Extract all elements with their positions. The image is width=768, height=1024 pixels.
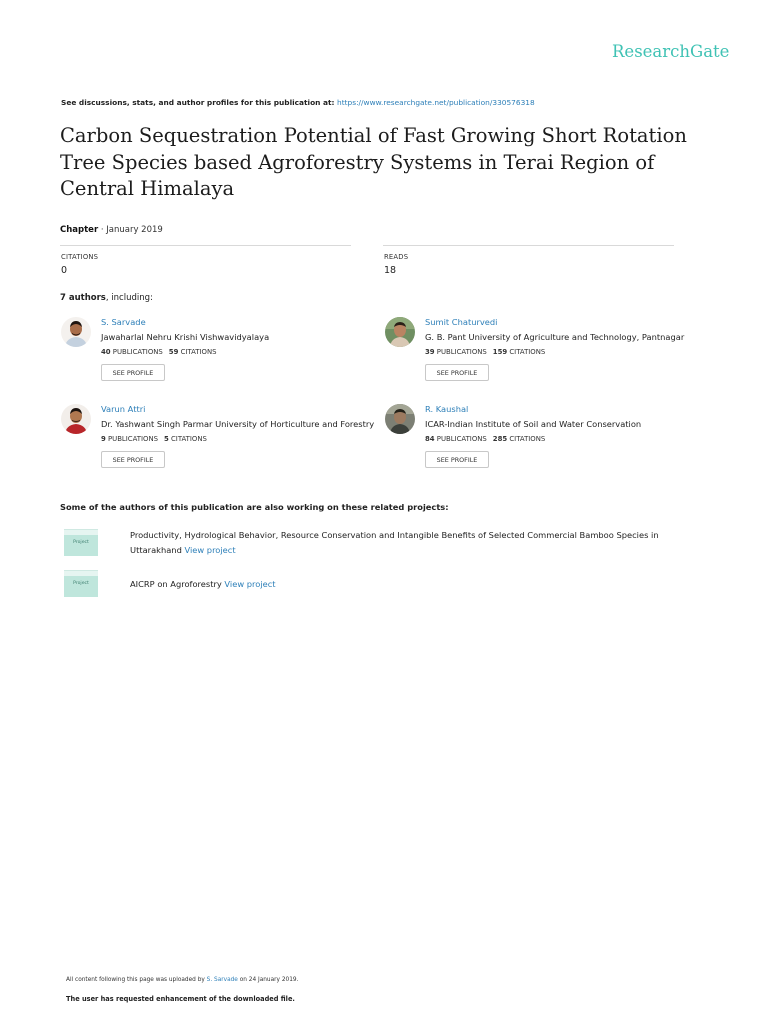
- publication-title: Carbon Sequestration Potential of Fast Growing Short Rotation Tree Species based Agroforestry Systems in Terai Region of Central Himalaya: [60, 124, 687, 200]
- related-projects-heading: Some of the authors of this publication are also working on these related projects:: [60, 502, 449, 512]
- view-project-link[interactable]: View project: [184, 544, 236, 555]
- citations-count: 285: [492, 435, 508, 443]
- author-name[interactable]: Varun Attri: [101, 404, 146, 414]
- see-profile-button[interactable]: SEE PROFILE: [101, 364, 165, 381]
- citations-label: CITATIONS: [180, 348, 217, 356]
- citations-label: CITATIONS: [170, 435, 207, 443]
- see-discussions-text: See discussions, stats, and author profiles for this publication at:: [61, 98, 338, 107]
- publications-label: PUBLICATIONS: [108, 435, 158, 443]
- citations-value: 0: [61, 265, 68, 276]
- author-avatar[interactable]: [385, 404, 415, 434]
- author-institution: Dr. Yashwant Singh Parmar University of Horticulture and Forestry: [101, 419, 375, 429]
- author-metrics: [425, 435, 545, 443]
- upload-note-prefix: All content following this page was uploaded by: [66, 977, 207, 983]
- see-discussions-line: [61, 98, 535, 107]
- authors-heading: [60, 293, 153, 303]
- project-folder-icon[interactable]: [64, 529, 98, 556]
- author-card: [385, 404, 715, 478]
- reads-value: 18: [384, 265, 397, 276]
- separator: ·: [98, 225, 107, 235]
- project-icon-label: Project: [73, 581, 89, 586]
- publication-type: Chapter: [60, 225, 99, 235]
- upload-note: [66, 977, 298, 983]
- author-name[interactable]: Sumit Chaturvedi: [425, 317, 498, 327]
- citations-count: 59: [168, 348, 179, 356]
- author-metrics: [101, 348, 216, 356]
- citations-count: 159: [492, 348, 508, 356]
- publications-count: 39: [425, 348, 435, 356]
- publications-count: 84: [425, 435, 435, 443]
- publications-label: PUBLICATIONS: [436, 348, 487, 356]
- publications-count: 9: [101, 435, 106, 443]
- author-institution: G. B. Pant University of Agriculture and Technology, Pantnagar: [425, 332, 685, 342]
- see-profile-button[interactable]: SEE PROFILE: [425, 451, 489, 468]
- publications-label: PUBLICATIONS: [112, 348, 163, 356]
- author-metrics: [425, 348, 545, 356]
- author-card: [385, 317, 715, 391]
- project-title: Productivity, Hydrological Behavior, Resource Conservation and Intangible Benefits of Selected Commercial Bamboo Species in: [130, 530, 659, 540]
- see-profile-button[interactable]: SEE PROFILE: [425, 364, 489, 381]
- see-profile-button[interactable]: SEE PROFILE: [101, 451, 165, 468]
- project-title: AICRP on Agroforestry: [130, 579, 222, 589]
- upload-note-suffix: on 24 January 2019.: [237, 977, 299, 983]
- project-item: [130, 528, 730, 557]
- citations-label: CITATIONS: [509, 435, 546, 443]
- author-card: [61, 404, 391, 478]
- citations-count: 5: [163, 435, 169, 443]
- authors-heading-rest: , including:: [105, 293, 153, 303]
- author-avatar[interactable]: [61, 317, 91, 347]
- author-avatar[interactable]: [385, 317, 415, 347]
- author-avatar[interactable]: [61, 404, 91, 434]
- author-name[interactable]: R. Kaushal: [425, 404, 469, 414]
- publication-date: January 2019: [106, 225, 163, 235]
- project-icon-label: Project: [73, 540, 89, 545]
- publications-count: 40: [101, 348, 111, 356]
- author-institution: ICAR-Indian Institute of Soil and Water Conservation: [425, 419, 642, 429]
- view-project-link[interactable]: View project: [224, 579, 276, 589]
- publications-label: PUBLICATIONS: [436, 435, 487, 443]
- publication-type-line: [60, 225, 163, 235]
- uploader-link[interactable]: S. Sarvade: [206, 977, 238, 983]
- project-title-cont: Uttarakhand: [130, 544, 182, 555]
- citations-label: CITATIONS: [61, 253, 99, 261]
- reads-divider: [383, 245, 674, 246]
- enhancement-note: The user has requested enhancement of the downloaded file.: [66, 995, 295, 1003]
- reads-label: READS: [384, 253, 409, 261]
- authors-count: 7 authors: [60, 293, 106, 303]
- researchgate-logo[interactable]: ResearchGate: [612, 42, 730, 61]
- project-item: [130, 577, 730, 592]
- citations-divider: [60, 245, 351, 246]
- publication-url-link[interactable]: https://www.researchgate.net/publication/330576318: [337, 98, 535, 107]
- author-name[interactable]: S. Sarvade: [101, 317, 146, 327]
- author-institution: Jawaharlal Nehru Krishi Vishwavidyalaya: [101, 332, 270, 342]
- project-folder-icon[interactable]: [64, 570, 98, 597]
- author-card: [61, 317, 391, 391]
- author-metrics: [101, 435, 207, 443]
- citations-label: CITATIONS: [509, 348, 546, 356]
